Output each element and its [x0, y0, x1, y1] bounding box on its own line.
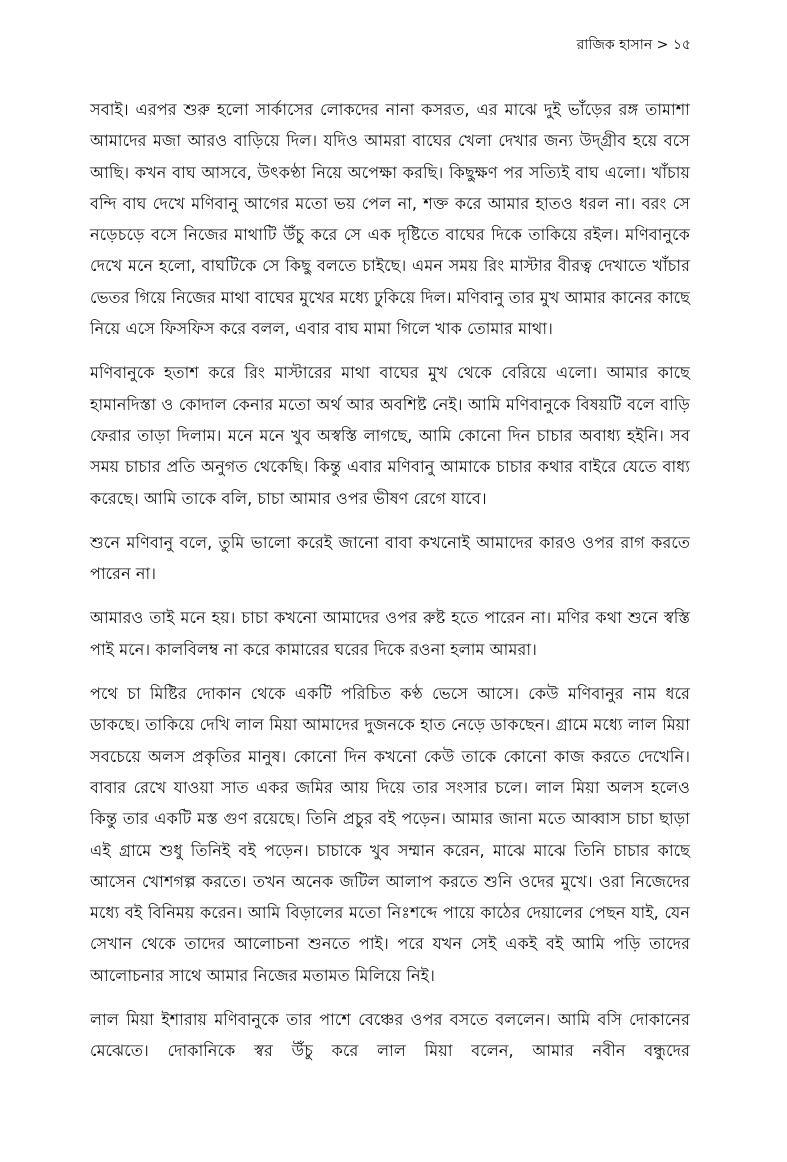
paragraph-3: শুনে মণিবানু বলে, তুমি ভালো করেই জানো বাবা কখনোই আমাদের কারও ওপর রাগ করতে পারেন না। — [90, 532, 690, 584]
paragraph-6: লাল মিয়া ইশারায় মণিবানুকে তার পাশে বেঞ্চের ওপর বসতে বললেন। আমি বসি দোকানের মেঝেতে। দোকানিকে স্বর উঁচু করে লাল মিয়া বলেন, আমার নবীন বন্ধুদের — [90, 1010, 690, 1061]
paragraph-4: আমারও তাই মনে হয়। চাচা কখনো আমাদের ওপর রুষ্ট হতে পারেন না। মণির কথা শুনে স্বস্তি পাই মনে। কালবিলম্ব না করে কামারের ঘরের দিকে রওনা হলাম আমরা। — [90, 608, 690, 659]
paragraph-2: মণিবানুকে হতাশ করে রিং মাস্টারের মাথা বাঘের মুখ থেকে বেরিয়ে এলো। আমার কাছে হামানদিস্তা ও কোদাল কেনার মতো অর্থ আর অবশিষ্ট নেই। আমি মণিবানুকে বিষয়টি বলে বাড়ি ফেরার তাড়া দিলাম। মনে মনে খুব অস্বস্তি লাগছে, আমি কোনো দিন চাচার অবাধ্য হইনি। সব সময় চাচার প্রতি অনুগত থেকেছি। কিন্তু এবার মণিবানু আমাকে চাচার কথার বাইরে যেতে বাধ্য করেছে। আমি তাকে বলি, চাচা আমার ওপর ভীষণ রেগে যাবে। — [90, 363, 690, 508]
body-text — [90, 94, 690, 1080]
paragraph-5: পথে চা মিষ্টির দোকান থেকে একটি পরিচিত কণ্ঠ ভেসে আসে। কেউ মণিবানুর নাম ধরে ডাকছে। তাকিয়ে দেখি লাল মিয়া আমাদের দুজনকে হাত নেড়ে ডাকছেন। গ্রামে মধ্যে লাল মিয়া সবচেয়ে অলস প্রকৃতির মানুষ। কোনো দিন কখনো কেউ তাকে কোনো কাজ করতে দেখেনি। বাবার রেখে যাওয়া সাত একর জমির আয় দিয়ে তার সংসার চলে। লাল মিয়া অলস হলেও কিন্তু তার একটি মস্ত গুণ রয়েছে। তিনি প্রচুর বই পড়েন। আমার জানা মতে আব্বাস চাচা ছাড়া এই গ্রামে শুধু তিনিই বই পড়েন। চাচাকে খুব সম্মান করেন, মাঝে মাঝে তিনি চাচার কাছে আসেন খোশগল্প করতে। তখন অনেক জটিল আলাপ করতে শুনি ওদের মুখে। ওরা নিজেদের মধ্যে বই বিনিময় করেন। আমি বিড়ালের মতো নিঃশব্দে পায়ে কাঠের দেয়ালের পেছন যাই, যেন সেখান থেকে তাদের আলোচনা শুনতে পাই। পরে যখন সেই একই বই আমি পড়ি তাদের আলোচনার সাথে আমার নিজের মতামত মিলিয়ে নিই। — [90, 684, 691, 985]
running-header: রাজিক হাসান > ১৫ — [576, 37, 691, 53]
paragraph-1: সবাই। এরপর শুরু হলো সার্কাসের লোকদের নানা কসরত, এর মাঝে দুই ভাঁড়ের রঙ্গ তামাশা আমাদের মজা আরও বাড়িয়ে দিল। যদিও আমরা বাঘের খেলা দেখার জন্য উদ্গ্রীব হয়ে বসে আছি। কখন বাঘ আসবে, উৎকণ্ঠা নিয়ে অপেক্ষা করছি। কিছুক্ষণ পর সত্যিই বাঘ এলো। খাঁচায় বন্দি বাঘ দেখে মণিবানু আগের মতো ভয় পেল না, শক্ত করে আমার হাতও ধরল না। বরং সে নড়েচড়ে বসে নিজের মাথাটি উঁচু করে সে এক দৃষ্টিতে বাঘের দিকে তাকিয়ে রইল। মণিবানুকে দেখে মনে হলো, বাঘটিকে সে কিছু বলতে চাইছে। এমন সময় রিং মাস্টার বীরত্ব দেখাতে খাঁচার ভেতর গিয়ে নিজের মাথা বাঘের মুখের মধ্যে ঢুকিয়ে দিল। মণিবানু তার মুখ আমার কানের কাছে নিয়ে এসে ফিসফিস করে বলল, এবার বাঘ মামা গিলে খাক তোমার মাথা। — [90, 100, 690, 339]
